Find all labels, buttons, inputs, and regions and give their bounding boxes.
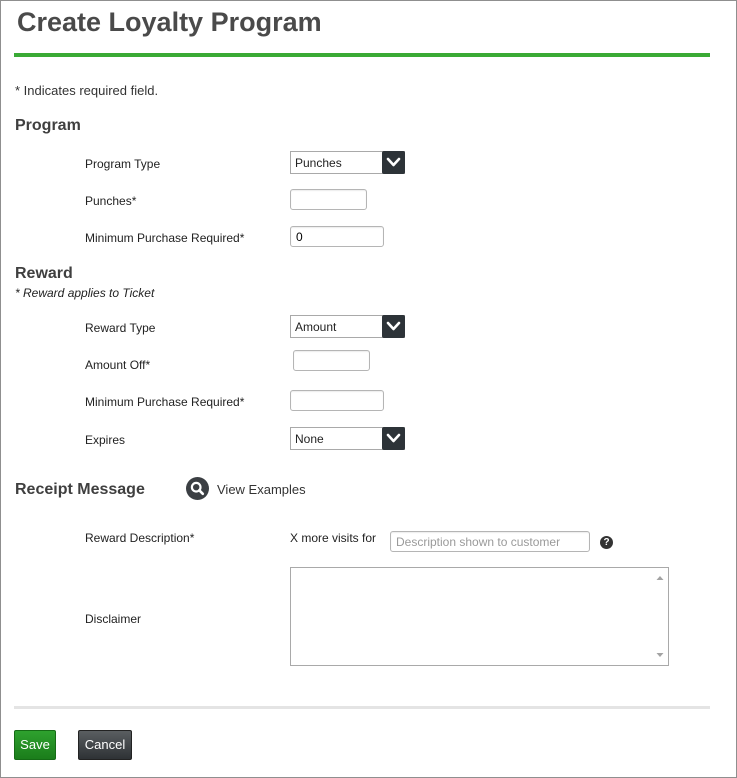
chevron-down-icon[interactable] xyxy=(382,427,405,450)
expires-label: Expires xyxy=(85,433,126,447)
expires-select[interactable] xyxy=(290,427,405,450)
program-min-purchase-input[interactable] xyxy=(290,226,384,247)
reward-min-purchase-input[interactable] xyxy=(290,390,384,411)
save-button[interactable]: Save xyxy=(14,730,56,760)
scroll-down-icon xyxy=(657,653,664,657)
receipt-message-heading: Receipt Message xyxy=(15,481,145,498)
amount-off-input[interactable] xyxy=(293,350,370,371)
title-divider xyxy=(14,53,710,57)
amount-off-label: Amount Off* xyxy=(85,358,151,372)
cancel-button[interactable]: Cancel xyxy=(78,730,132,760)
page-title: Create Loyalty Program xyxy=(17,7,322,37)
program-type-label: Program Type xyxy=(85,157,161,171)
chevron-down-icon[interactable] xyxy=(382,151,405,174)
program-type-select[interactable] xyxy=(290,151,405,174)
reward-min-purchase-label: Minimum Purchase Required* xyxy=(85,395,245,409)
view-examples-label[interactable]: View Examples xyxy=(217,482,306,497)
reward-type-select[interactable] xyxy=(290,315,405,338)
reward-type-label: Reward Type xyxy=(85,321,156,335)
reward-description-prefix: X more visits for xyxy=(290,531,377,545)
required-field-note: * Indicates required field. xyxy=(15,83,159,98)
punches-label: Punches* xyxy=(85,194,137,208)
program-min-purchase-label: Minimum Purchase Required* xyxy=(85,231,245,245)
reward-applies-note: * Reward applies to Ticket xyxy=(15,286,155,300)
chevron-down-icon[interactable] xyxy=(382,315,405,338)
reward-description-input[interactable] xyxy=(390,531,590,552)
reward-description-placeholder: Description shown to customer xyxy=(396,535,561,549)
reward-type-value: Amount xyxy=(295,320,337,334)
search-icon[interactable] xyxy=(186,477,209,500)
help-icon[interactable]: ? xyxy=(600,536,613,549)
footer-divider xyxy=(14,706,710,709)
program-type-value: Punches xyxy=(295,156,342,170)
disclaimer-label: Disclaimer xyxy=(85,612,142,626)
punches-input[interactable] xyxy=(290,189,367,210)
expires-value: None xyxy=(295,432,324,446)
program-section-heading: Program xyxy=(15,117,81,134)
reward-section-heading: Reward xyxy=(15,265,73,282)
textarea-scrollbar[interactable] xyxy=(652,568,668,665)
disclaimer-textarea[interactable] xyxy=(290,567,669,666)
reward-description-label: Reward Description* xyxy=(85,531,195,545)
scroll-up-icon xyxy=(657,576,664,580)
